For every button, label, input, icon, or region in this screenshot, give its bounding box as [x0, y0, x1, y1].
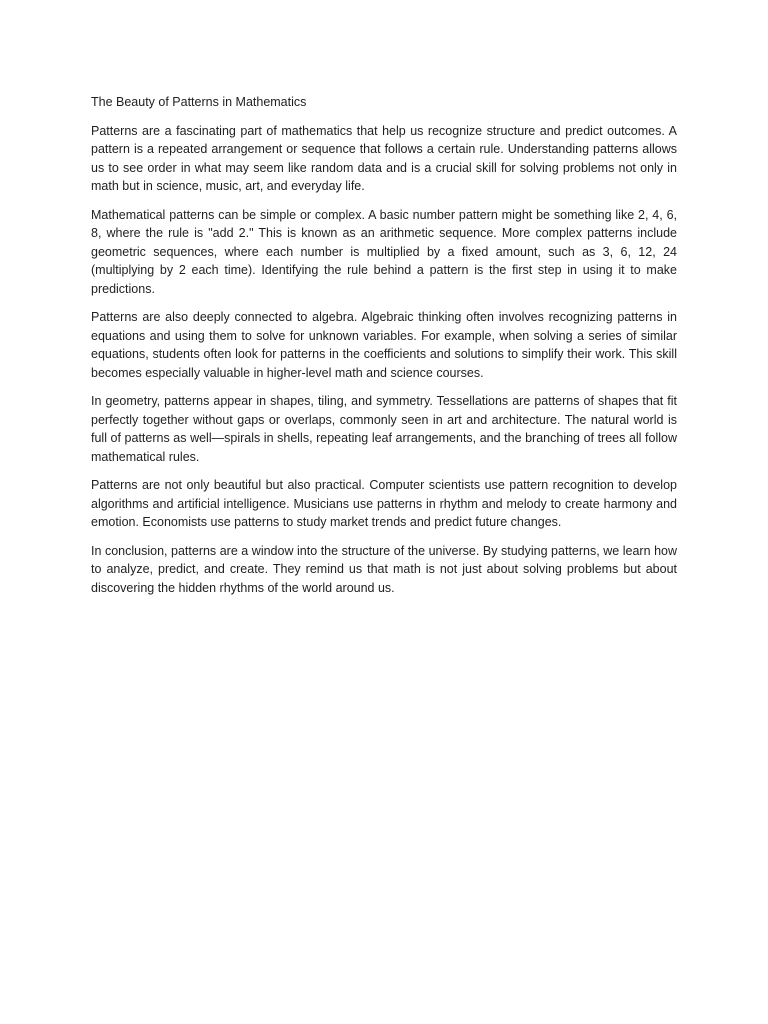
paragraph-intro: Patterns are a fascinating part of mathematics that help us recognize structure and predict outcomes. A pattern is a repeated arrangement or sequence that follows a certain rule. Understanding patterns allows us to see order in what may seem like random data and is a crucial skill for solving problems not only in math but in science, music, art, and everyday life. — [91, 123, 677, 193]
paragraph-geometry: In geometry, patterns appear in shapes, tiling, and symmetry. Tessellations are patterns of shapes that fit perfectly together without gaps or overlaps, commonly seen in art and architecture. The natural world is full of patterns as well—spirals in shells, repeating leaf arrangements, and the branching of trees all follow mathematical rules. — [91, 394, 677, 464]
document-title: The Beauty of Patterns in Mathematics — [91, 95, 307, 109]
paragraph-algebra: Patterns are also deeply connected to algebra. Algebraic thinking often involves recognizing patterns in equations and using them to solve for unknown variables. For example, when solving a series of similar equations, students often look for patterns in the coefficients and solutions to simplify their work. This skill becomes especially valuable in higher-level math and science courses. — [91, 310, 677, 380]
document-body — [91, 93, 677, 607]
paragraph-conclusion: In conclusion, patterns are a window into the structure of the universe. By studying patterns, we learn how to analyze, predict, and create. They remind us that math is not just about solving problems but about discovering the hidden rhythms of the world around us. — [91, 543, 677, 595]
paragraph-sequences: Mathematical patterns can be simple or complex. A basic number pattern might be something like 2, 4, 6, 8, where the rule is "add 2." This is known as an arithmetic sequence. More complex patterns include geometric sequences, where each number is multiplied by a fixed amount, such as 3, 6, 12, 24 (multiplying by 2 each time). Identifying the rule behind a pattern is the first step in using it to make predictions. — [91, 207, 677, 296]
paragraph-practical: Patterns are not only beautiful but also practical. Computer scientists use pattern recognition to develop algorithms and artificial intelligence. Musicians use patterns in rhythm and melody to create harmony and emotion. Economists use patterns to study market trends and predict future changes. — [91, 478, 677, 529]
